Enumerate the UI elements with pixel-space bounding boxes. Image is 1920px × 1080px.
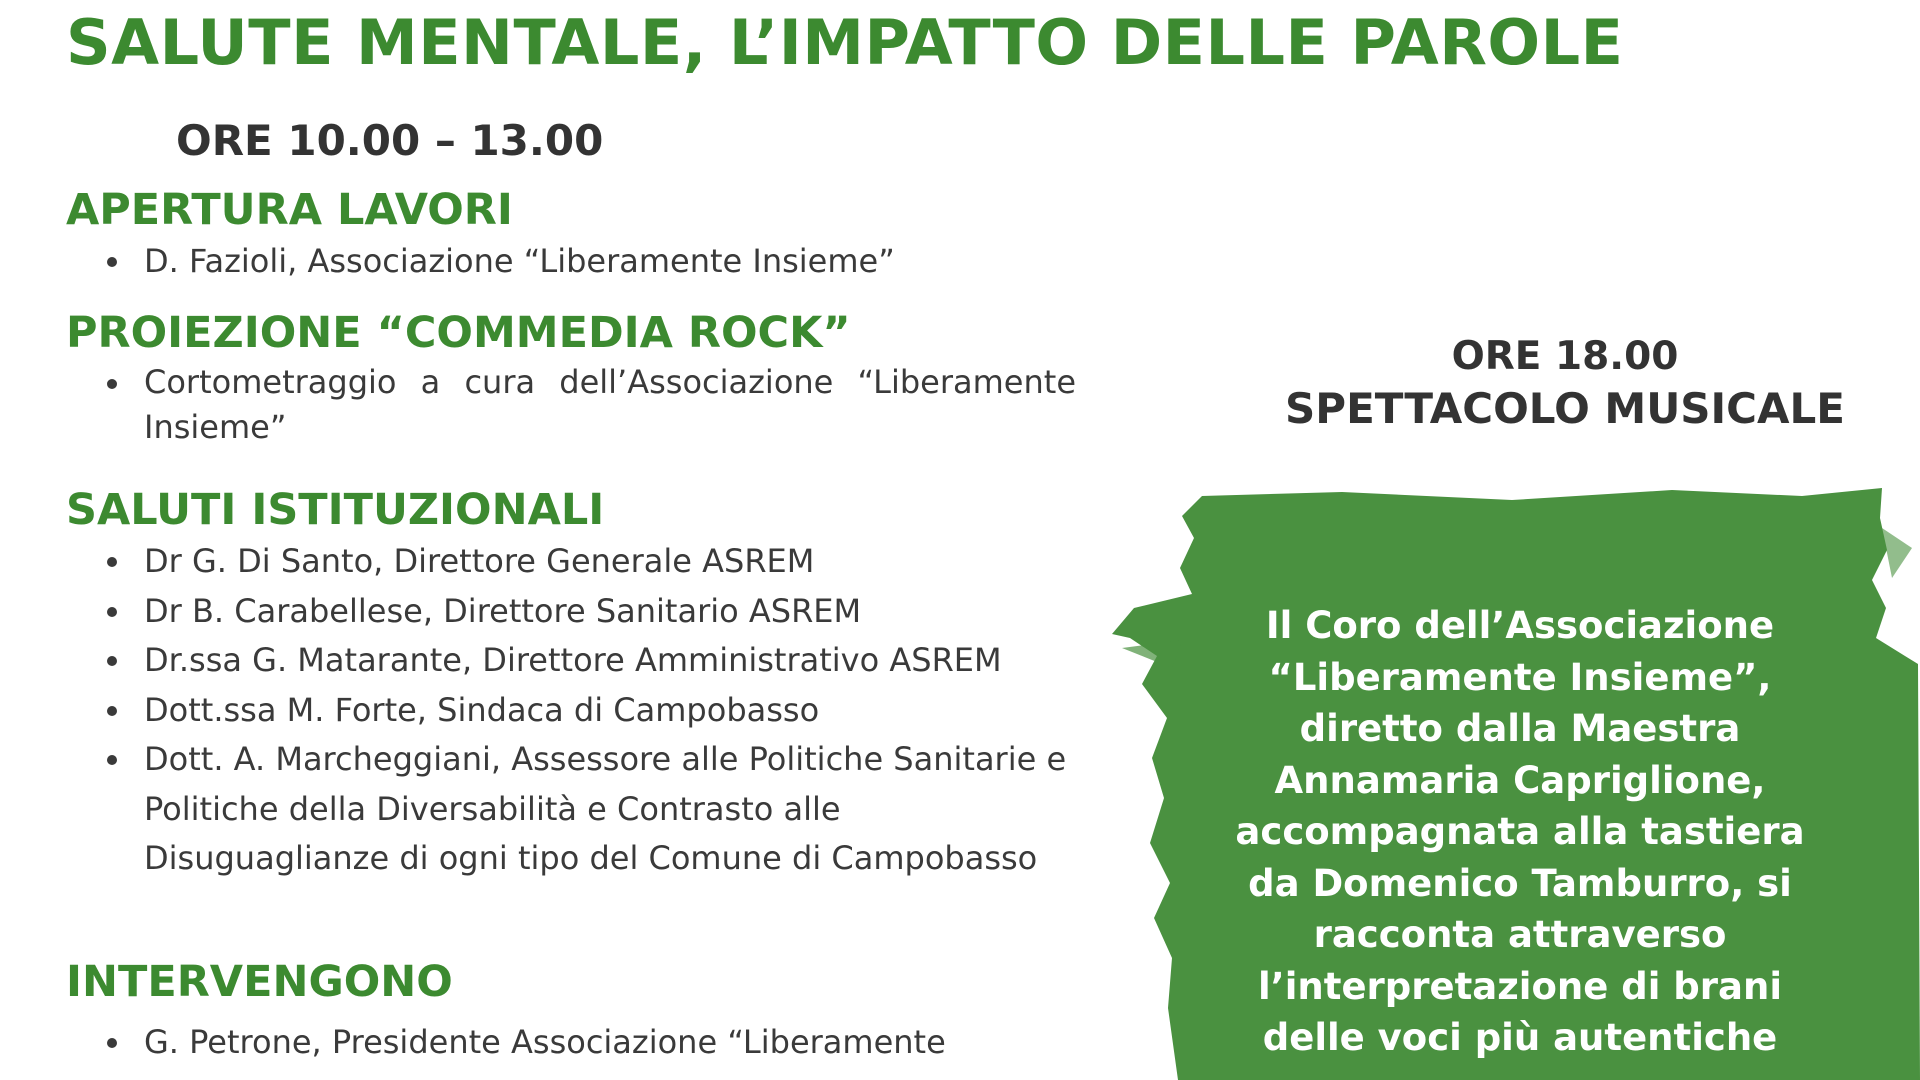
speaker-list	[66, 237, 1076, 287]
speaker-list	[66, 1018, 1076, 1068]
section-intervengono	[66, 958, 1076, 1068]
speaker-list	[66, 360, 1076, 450]
page-title: SALUTE MENTALE, L’IMPATTO DELLE PAROLE	[66, 6, 1624, 79]
list-item: Dott.ssa M. Forte, Sindaca di Campobasso	[66, 686, 1076, 736]
choir-line: delle voci più autentiche	[1262, 1016, 1778, 1059]
choir-description	[1180, 600, 1860, 1064]
list-item: Dr G. Di Santo, Direttore Generale ASREM	[66, 537, 1076, 587]
list-item: Dr.ssa G. Matarante, Direttore Amministrativo ASREM	[66, 636, 1076, 686]
section-heading: SALUTI ISTITUZIONALI	[66, 485, 605, 535]
list-item: D. Fazioli, Associazione “Liberamente Insieme”	[66, 237, 1076, 287]
morning-time: ORE 10.00 – 13.00	[176, 116, 604, 165]
section-heading: INTERVENGONO	[66, 957, 453, 1007]
list-item: G. Petrone, Presidente Associazione “Liberamente	[66, 1018, 1076, 1068]
section-heading: APERTURA LAVORI	[66, 185, 513, 235]
choir-line: “Liberamente Insieme”,	[1268, 655, 1772, 699]
list-item: Dott. A. Marcheggiani, Assessore alle Politiche Sanitarie e Politiche della Diversabilità e Contrasto alle Disuguaglianze di ogni tipo del Comune di Campobasso	[66, 735, 1076, 884]
choir-line: racconta attraverso	[1313, 913, 1727, 956]
choir-line: accompagnata alla tastiera	[1235, 810, 1805, 853]
section-proiezione	[66, 309, 1076, 450]
choir-line: Annamaria Capriglione,	[1274, 758, 1766, 802]
choir-line: da Domenico Tamburro, si	[1248, 861, 1792, 905]
list-item: Dr B. Carabellese, Direttore Sanitario ASREM	[66, 587, 1076, 637]
evening-title: SPETTACOLO MUSICALE	[1285, 384, 1845, 433]
choir-line: Il Coro dell’Associazione	[1265, 604, 1775, 647]
section-heading: PROIEZIONE “COMMEDIA ROCK”	[66, 308, 851, 358]
list-item: Cortometraggio a cura dell’Associazione “Liberamente Insieme”	[66, 360, 1076, 450]
choir-line: l’interpretazione di brani	[1258, 964, 1782, 1008]
section-apertura-lavori	[66, 186, 1076, 287]
section-saluti-istituzionali	[66, 486, 1076, 884]
choir-line: diretto dalla Maestra	[1299, 707, 1741, 750]
evening-time: ORE 18.00	[1451, 334, 1679, 379]
speaker-list	[66, 537, 1076, 884]
